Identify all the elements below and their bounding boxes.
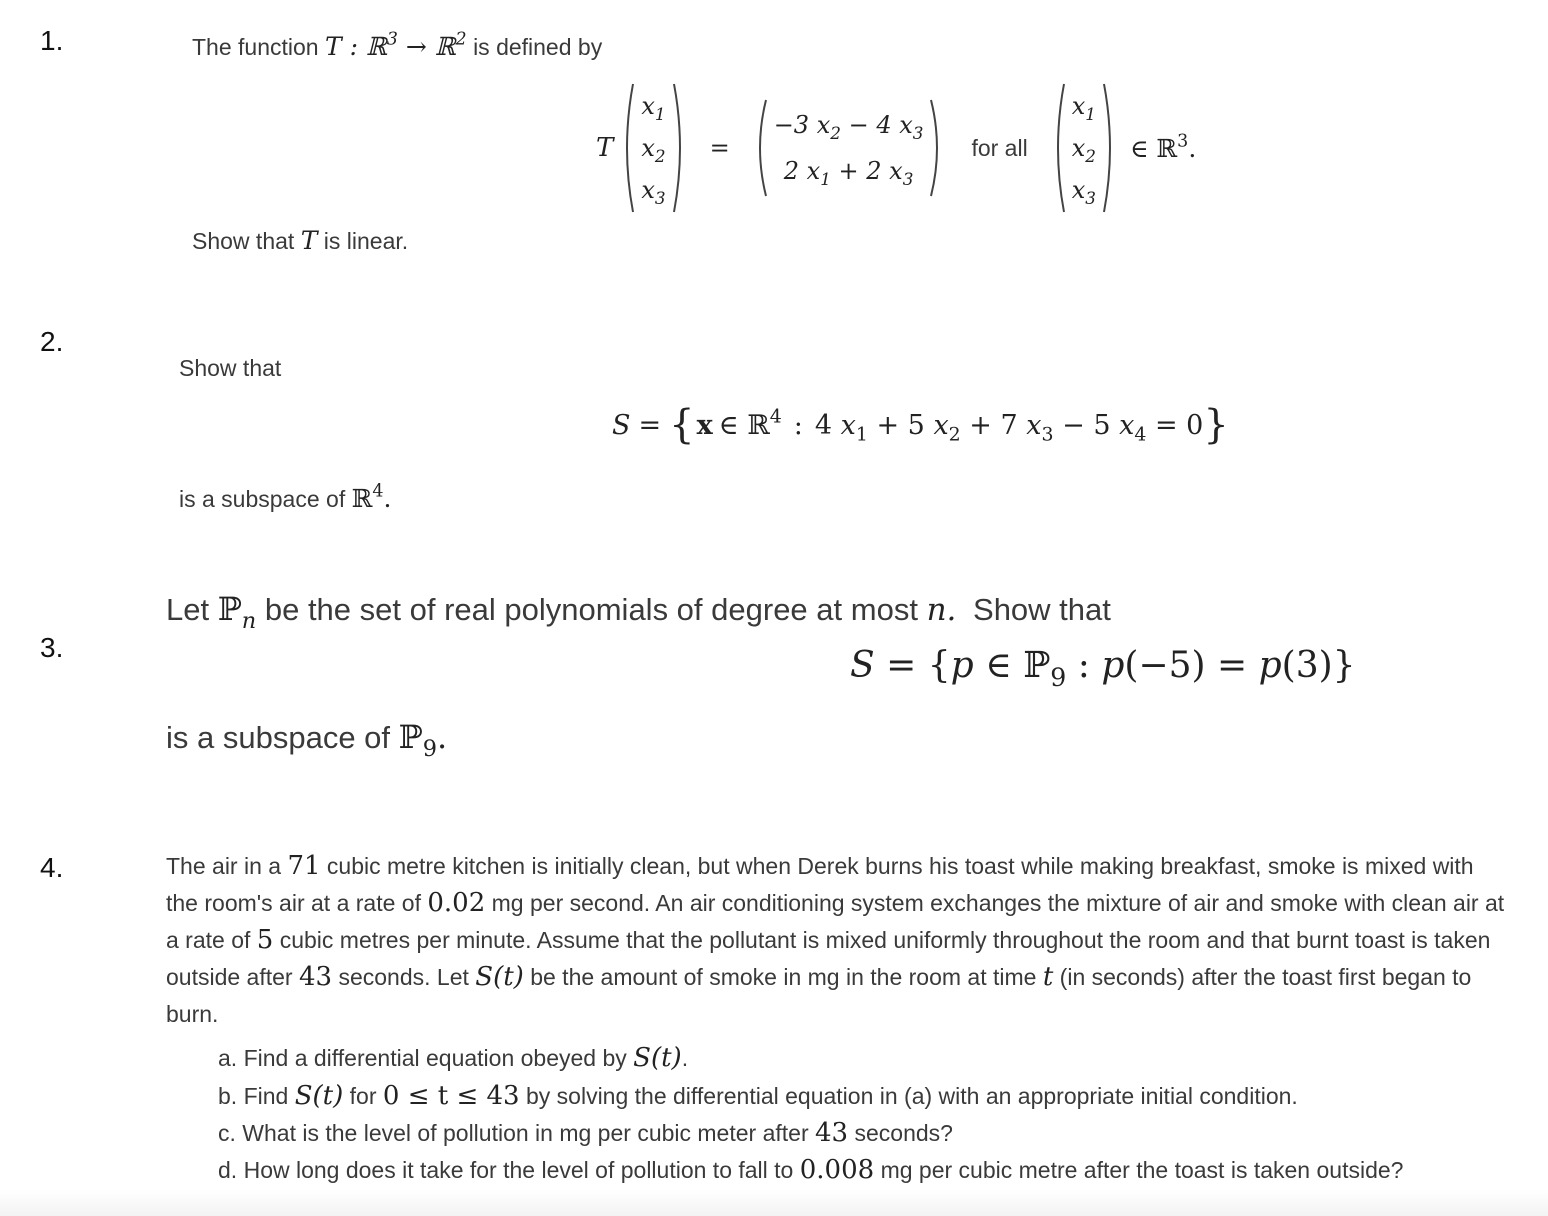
problem-2-conclusion [179, 481, 392, 513]
vector-entry: $x_1$ [1071, 92, 1096, 124]
vector-entry: $x_1$ [641, 92, 666, 124]
problem-1-question [192, 226, 408, 255]
text-run: be the amount of smoke in mg in the room at time [523, 964, 1043, 990]
value-rate: 0.02 [427, 888, 486, 918]
part-c [218, 1118, 953, 1148]
part-text: by solving the differential equation in (a) with an appropriate initial condition. [525, 1083, 1298, 1109]
right-paren-icon [929, 98, 945, 198]
value-exchange: 5 [256, 925, 274, 955]
intro-var: n. [926, 592, 957, 628]
problem-3-conclusion [166, 718, 448, 762]
text-run: The air in a [166, 853, 288, 879]
right-paren-icon [1102, 82, 1118, 214]
part-label: a. [218, 1045, 238, 1071]
intro-text: The function [192, 34, 319, 60]
set-definition-s-poly: S = {p ∈ ℙ$_9$ : p(−5) = p(3)} [850, 645, 1356, 692]
part-text: What is the level of pollution in mg per cubic meter after [242, 1120, 809, 1146]
value-volume: 71 [287, 851, 321, 881]
equals-sign: = [709, 134, 730, 162]
intro-middle: be the set of real polynomials of degree at most [264, 592, 918, 627]
text-run: mg per second. An air conditioning system exchanges the mixture of air and smoke with clean air at a rate of [166, 890, 1505, 953]
part-text: . [681, 1045, 689, 1071]
part-text: Find a differential equation obeyed by [243, 1045, 627, 1071]
text-run: cubic metre kitchen is initially clean, but when Derek burns his toast while making breakfast, smoke is mixed with the room's air at a rate of [166, 853, 1474, 916]
part-math: S(t) [633, 1043, 682, 1073]
part-text: for [349, 1083, 377, 1109]
conclusion-prefix: is a subspace of [179, 486, 346, 512]
problem-number: 2. [40, 326, 64, 357]
intro-prefix: Let [166, 592, 210, 627]
symbol-t: t [1042, 962, 1054, 992]
left-paren-icon [619, 82, 635, 214]
lhs-symbol: T [596, 133, 614, 163]
conclusion-space: ℝ$^4$. [351, 481, 392, 513]
vector-entry: 2 $x_1 + 2$ $x_3$ [783, 157, 914, 189]
input-vector [619, 82, 687, 214]
problem-number: 3. [40, 632, 64, 663]
part-text: seconds? [854, 1120, 953, 1146]
intro-symbol: ℙ$_n$ [217, 590, 257, 634]
part-label: b. [218, 1083, 238, 1109]
part-label: d. [218, 1157, 238, 1183]
intro-tail: is defined by [473, 34, 603, 60]
membership: ∈ ℝ$^3$. [1129, 131, 1197, 163]
part-math: 43 [815, 1118, 849, 1148]
part-text: How long does it take for the level of pollution to fall to [243, 1157, 794, 1183]
question-symbol: T [300, 226, 318, 255]
left-paren-icon [1050, 82, 1066, 214]
part-math: S(t) [294, 1081, 344, 1111]
text-run: (in seconds) after the toast first began to burn. [166, 964, 1472, 1027]
problem-number: 4. [40, 852, 64, 883]
left-paren-icon [752, 98, 768, 198]
part-d [218, 1155, 1403, 1185]
problem-3-intro [166, 590, 1111, 634]
part-text: Find [243, 1083, 289, 1109]
set-definition-s: S = { x ∈ ℝ$^4$ : 4 $x_1 + 5$ $x_2 + 7$ $x_3 - 5$ $x_4 = 0$ } [612, 402, 1229, 448]
problem-number: 1. [40, 25, 64, 56]
conclusion-space: ℙ$_9$. [398, 718, 448, 762]
question-suffix: is linear. [323, 228, 409, 254]
symbol-s-of-t: S(t) [475, 962, 524, 992]
problem-2-intro: Show that [179, 355, 282, 381]
part-math: 0.008 [799, 1155, 875, 1185]
vector-entry: $x_2$ [641, 134, 666, 166]
text-run: cubic metres per minute. Assume that the pollutant is mixed uniformly throughout the room and that burnt toast is taken outside after [166, 927, 1491, 990]
problem-4-paragraph [166, 848, 1506, 1033]
vector-entry: $x_3$ [641, 176, 666, 208]
text-run: seconds. Let [332, 964, 476, 990]
part-b [218, 1081, 1298, 1111]
vector-entry: $x_2$ [1071, 134, 1096, 166]
vector-entry: $x_3$ [1071, 176, 1096, 208]
page-bottom-shade [0, 1190, 1548, 1216]
right-paren-icon [672, 82, 688, 214]
domain-vector [1050, 82, 1118, 214]
part-text: mg per cubic metre after the toast is taken outside? [880, 1157, 1404, 1183]
equation-t-definition [596, 82, 1196, 214]
value-time: 43 [298, 962, 333, 992]
question-prefix: Show that [192, 228, 295, 254]
for-all-text: for all [971, 134, 1028, 161]
intro-tail: Show that [973, 592, 1111, 627]
vector-entry: −3 $x_2 - 4$ $x_3$ [773, 111, 924, 143]
part-math: 0 ≤ t ≤ 43 [382, 1081, 520, 1111]
output-vector [752, 98, 946, 198]
part-label: c. [218, 1120, 236, 1146]
part-a [218, 1043, 688, 1073]
problem-1-intro [192, 29, 603, 61]
intro-map: T : ℝ$^3$ → ℝ$^2$ [324, 29, 467, 61]
conclusion-prefix: is a subspace of [166, 720, 391, 755]
